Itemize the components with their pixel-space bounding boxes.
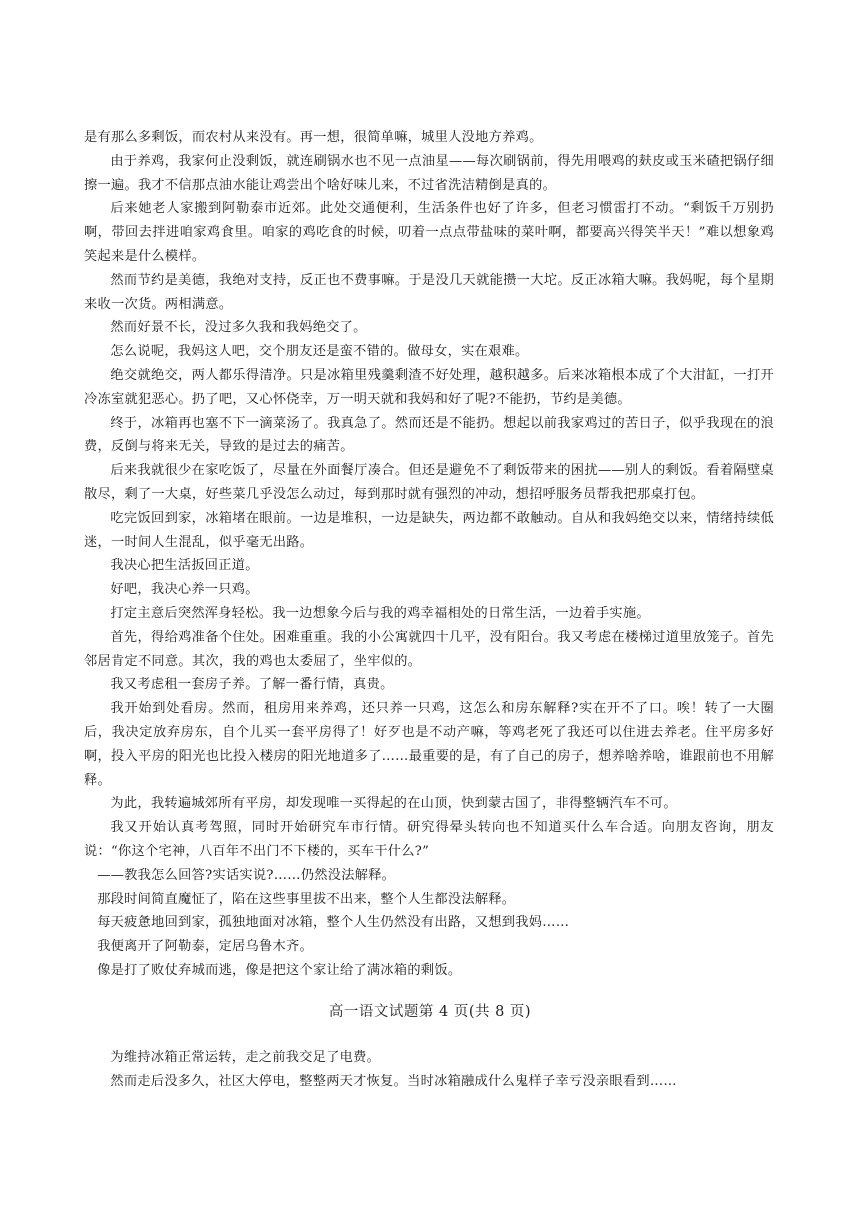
paragraph: 然而走后没多久，社区大停电，整整两天才恢复。当时冰箱融成什么鬼样子幸亏没亲眼看到…… bbox=[110, 1074, 677, 1089]
paragraph: ——教我怎么回答?实话实说?……仍然没法解释。 bbox=[97, 867, 396, 883]
paragraph: 终于，冰箱再也塞不下一滴菜汤了。我真急了。然而还是不能扔。想起以前我家鸡过的苦日子，似乎我现在的浪费，反倒与将来无关，导致的是过去的痛苦。 bbox=[84, 415, 774, 455]
paragraph: 怎么说呢，我妈这人吧，交个朋友还是蛮不错的。做母女，实在艰难。 bbox=[110, 344, 529, 360]
next-page-continuation bbox=[84, 1046, 784, 1094]
paragraph: 那段时间简直魔怔了，陷在这些事里拔不出来，整个人生都没法解释。 bbox=[97, 891, 516, 907]
paragraph: 是有那么多剩饭，而农村从来没有。再一想，很简单嘛，城里人没地方养鸡。 bbox=[84, 130, 543, 145]
paragraph: 像是打了败仗弃城而逃，像是把这个家让给了满冰箱的剩饭。 bbox=[97, 962, 462, 978]
paragraph: 首先，得给鸡准备个住处。困难重重。我的小公寓就四十几平，没有阳台。我又考虑在楼梯过道里放笼子。首先邻居肯定不同意。其次，我的鸡也太委屈了，坐牢似的。 bbox=[84, 629, 774, 669]
paragraph: 每天疲惫地回到家，孤独地面对冰箱，整个人生仍然没有出路，又想到我妈…… bbox=[97, 915, 570, 931]
article-body bbox=[84, 126, 774, 983]
paragraph: 然而好景不长，没过多久我和我妈绝交了。 bbox=[110, 320, 367, 336]
paragraph: 为此，我转遍城郊所有平房，却发现唯一买得起的在山顶，快到蒙古国了，非得整辆汽车不可。 bbox=[110, 796, 677, 812]
paragraph: 吃完饭回到家，冰箱堵在眼前。一边是堆积，一边是缺失，两边都不敢触动。自从和我妈绝交以来，情绪持续低迷，一时间人生混乱，似乎毫无出路。 bbox=[84, 510, 774, 550]
paragraph: 后来她老人家搬到阿勒泰市近郊。此处交通便利，生活条件也好了许多，但老习惯雷打不动。“剩饭千万别扔啊，带回去拌进咱家鸡食里。咱家的鸡吃食的时候，叨着一点点带盐味的菜叶啊，都要高兴得笑半天！”难以想象鸡笑起来是什么模样。 bbox=[84, 201, 774, 264]
page-footer: 高一语文试题第 4 页(共 8 页) bbox=[328, 1004, 532, 1020]
paragraph: 我开始到处看房。然而，租房用来养鸡，还只养一只鸡，这怎么和房东解释?实在开不了口。唉！转了一大圈后，我决定放弃房东，自个儿买一套平房得了！好歹也是不动产嘛，等鸡老死了我还可以住进去养老。住平房多好啊，投入平房的阳光也比投入楼房的阳光地道多了……最重要的是，有了自己的房子，想养啥养啥，谁跟前也不用解释。 bbox=[84, 701, 774, 788]
paragraph: 我又考虑租一套房子养。了解一番行情，真贵。 bbox=[110, 677, 394, 693]
paragraph: 好吧，我决心养一只鸡。 bbox=[110, 582, 259, 598]
paragraph: 绝交就绝交，两人都乐得清净。只是冰箱里残羹剩渣不好处理，越积越多。后来冰箱根本成了个大泔缸，一打开冷冻室就犯恶心。扔了吧，又心怀侥幸，万一明天就和我妈和好了呢?不能扔，节约是美德。 bbox=[84, 367, 774, 407]
paragraph: 我又开始认真考驾照，同时开始研究车市行情。研究得晕头转向也不知道买什么车合适。向朋友咨询，朋友说：“你这个宅神，八百年不出门不下楼的，买车干什么?” bbox=[84, 820, 774, 859]
paragraph: 然而节约是美德，我绝对支持，反正也不费事嘛。于是没几天就能攒一大坨。反正冰箱大嘛。我妈呢，每个星期来收一次货。两相满意。 bbox=[84, 272, 774, 312]
paragraph: 我决心把生活扳回正道。 bbox=[110, 558, 259, 574]
paragraph: 为维持冰箱正常运转，走之前我交足了电费。 bbox=[110, 1050, 381, 1065]
paragraph: 后来我就很少在家吃饭了，尽量在外面餐厅凑合。但还是避免不了剩饭带来的困扰——别人的剩饭。看着隔壁桌散尽，剩了一大桌，好些菜几乎没怎么动过，每到那时就有强烈的冲动，想招呼服务员帮我把那桌打包。 bbox=[84, 463, 774, 502]
paragraph: 我便离开了阿勒泰，定居乌鲁木齐。 bbox=[97, 939, 313, 955]
paragraph: 由于养鸡，我家何止没剩饭，就连刷锅水也不见一点油星——每次刷锅前，得先用喂鸡的麸皮或玉米碴把锅仔细擦一遍。我才不信那点油水能让鸡尝出个啥好味儿来，不过省洗洁精倒是真的。 bbox=[84, 153, 774, 193]
paragraph: 打定主意后突然浑身轻松。我一边想象今后与我的鸡幸福相处的日常生活，一边着手实施。 bbox=[110, 605, 650, 621]
